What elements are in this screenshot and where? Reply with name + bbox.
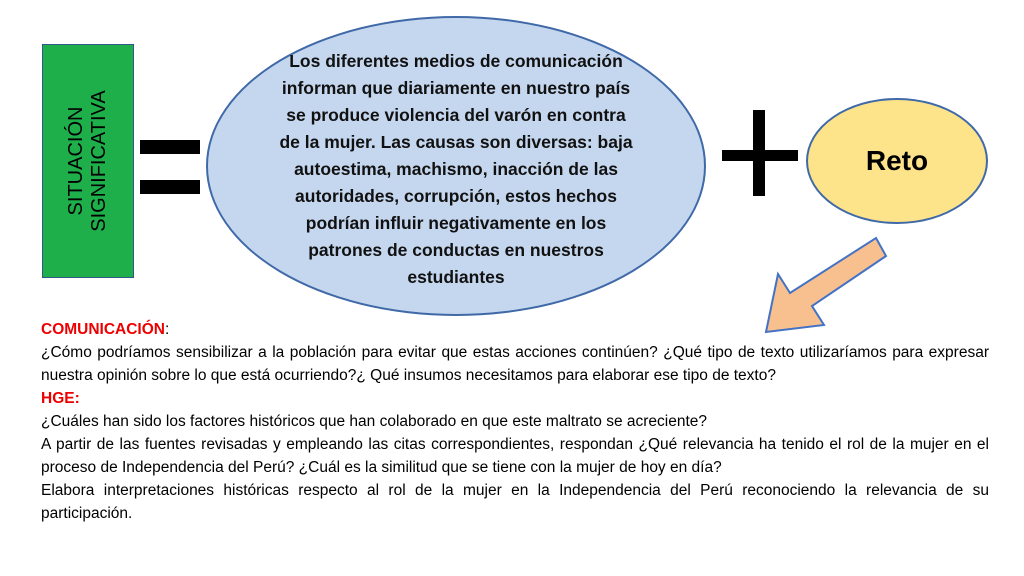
reto-label: Reto (865, 145, 929, 176)
equals-sign-icon (140, 140, 202, 200)
comunicacion-questions: ¿Cómo podríamos sensibilizar a la población para evitar que estas acciones continúen? ¿Qué tipo de texto utilizaríamos para expresar nuestra opinión sobre lo que está ocurriendo?¿ Qué insumos necesitamos para elaborar ese tipo de texto? (41, 344, 989, 384)
comunicacion-heading-colon: : (165, 321, 170, 338)
plus-bar-horizontal (722, 150, 798, 161)
hge-question-1: ¿Cuáles han sido los factores históricos que han colaborado en que este maltrato se acreciente? (41, 413, 708, 430)
hge-heading: HGE: (41, 390, 80, 407)
situation-description: Los diferentes medios de comunicación informan que diariamente en nuestro país se produce violencia del varón en contra de la mujer. Las causas son diversas: baja autoestima, machismo, inacción de las autoridades, corrupción, estos hechos podrían influir negativamente en los patrones de conductas en nuestros estudiantes (279, 51, 633, 287)
reto-ellipse (806, 98, 988, 224)
comunicacion-heading: COMUNICACIÓN (41, 321, 165, 338)
situacion-label-line2: SIGNIFICATIVA (88, 90, 110, 232)
situacion-significativa-label (65, 90, 111, 232)
hge-question-2: A partir de las fuentes revisadas y empleando las citas correspondientes, respondan ¿Qué relevancia ha tenido el rol de la mujer en el proceso de Independencia del Perú? ¿Cuál es la similitud que se tiene con la mujer de hoy en día? (41, 436, 989, 476)
equals-bar-bottom (140, 180, 200, 194)
hge-question-3: Elabora interpretaciones históricas respecto al rol de la mujer en la Independencia del Perú reconociendo la relevancia de su participación. (41, 482, 989, 522)
equals-bar-top (140, 140, 200, 154)
situacion-label-line1: SITUACIÓN (65, 106, 87, 216)
questions-text-block (41, 318, 989, 525)
plus-sign-icon (722, 110, 798, 196)
comunicacion-heading-line (41, 318, 989, 341)
situacion-significativa-label-wrap (42, 44, 134, 278)
